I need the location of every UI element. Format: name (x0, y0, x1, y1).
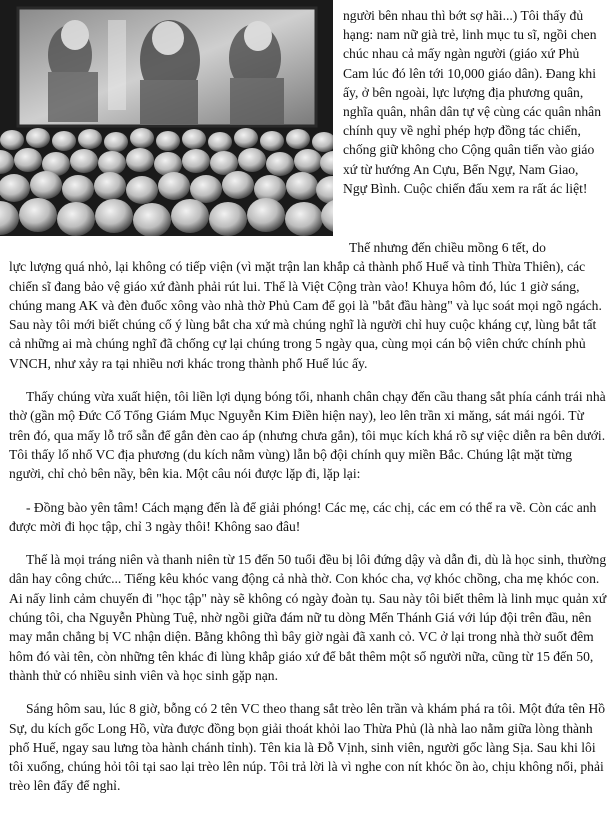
crowd-photo-illustration (0, 0, 333, 236)
paragraph-1-rest: lực lượng quá nhỏ, lại không có tiếp viện (vì mặt trận lan khắp cả thành phố Huế và tỉnh Thừa Thiên), các chiến sĩ đang bảo vệ giáo xứ đành phải rút lui. Thế là Việt Cộng tràn vào! Khuya hôm đó, lúc 1 giờ sáng, chúng mang AK và đèn đuốc xông vào nhà thờ Phủ Cam để gọi là "bắt đầu hàng" và lục soát mọi ngõ ngách. Sau này tôi mới biết chúng cố ý lùng bắt cha xứ mà chúng nghĩ là người chỉ huy cuộc kháng cự, lùng bắt tất cả những ai mà chúng nghĩ đã chống cự lại chúng trong 5 ngày qua, cùng mọi cán bộ viên chức chính phủ VNCH, như xảy ra tại nhiều nơi khác trong thành phố Huế lúc ấy. (9, 259, 602, 371)
paragraph-4: Thế là mọi tráng niên và thanh niên từ 15 đến 50 tuổi đều bị lôi đứng dậy và dẫn đi, dù là học sinh, thường dân hay công chức... Tiếng kêu khóc vang động cả nhà thờ. Con khóc cha, vợ khóc chồng, cha mẹ khóc con. Ai nấy linh cảm chuyến đi "học tập" này sẽ không có ngày đoàn tụ. Sau này tôi biết thêm là linh mục quản xứ chúng tôi, cha Nguyễn Phùng Tuệ, nhờ ngồi giữa đám nữ tu dòng Mến Thánh Giá với lúp đội trên đầu, nên may mắn chẳng bị VC nhận diện. Bằng không thì bây giờ ngài đã xanh cỏ. VC ở lại trong nhà thờ suốt đêm hôm đó vài tên, còn những tên khác đi lùng khắp giáo xứ để bắt thêm một số người nữa, cũng từ 15 đến 50, thành thử có nhiều sinh viên và học sinh gặp nạn. (9, 552, 607, 683)
paragraph-5: Sáng hôm sau, lúc 8 giờ, bỗng có 2 tên VC theo thang sắt trèo lên trần và khám phá ra tôi. Một đứa tên Hồ Sự, du kích gốc Long Hồ, vừa được đồng bọn giải thoát khỏi lao Thừa Phủ (là nhà lao nằm giữa lòng thành phố Huế, ngay sau lưng tòa hành chánh tỉnh). Tên kia là Đỗ Vịnh, sinh viên, người gốc làng Sịa. Sau khi lôi tôi xuống, chúng hỏi tôi tại sao lại trèo lên núp. Tôi trả lời là vì nghe con nít khóc ồn ào, chịu không nổi, phải trèo lên đấy để nghỉ. (9, 701, 606, 794)
paragraph-1 (9, 238, 607, 373)
paragraph-2: Thấy chúng vừa xuất hiện, tôi liền lợi dụng bóng tối, nhanh chân chạy đến cầu thang sắt phía cánh trái nhà thờ (gần mộ Đức Cố Tổng Giám Mục Nguyễn Kim Điền hiện nay), leo lên trần xi măng, sát mái ngói. Từ trên đó, qua mấy lỗ trổ sẵn để gắn đèn cao áp (nhưng chưa gắn), tôi mục kích khá rõ sự việc diễn ra bên dưới. Tôi thấy lố nhố VC địa phương (du kích nằm vùng) lẫn bộ đội chính quy miền Bắc. Chúng lật mặt từng người, chỉ chỏ bên nầy, bên kia. Một câu nói được lặp đi, lặp lại: (9, 389, 606, 482)
side-column-text: người bên nhau thì bớt sợ hãi...) Tôi thấy đủ hạng: nam nữ già trẻ, linh mục tu sĩ, ngồi chen chúc nhau cả mấy ngàn người (giáo xứ Phủ Cam lúc đó lên tới 10,000 giáo dân). Đang khi ấy, ở bên ngoài, lực lượng địa phương quân, nghĩa quân, nhân dân tự vệ cùng các quân nhân chính quy về nghỉ phép hợp đồng tác chiến, chống giữ không cho Cộng quân tiến vào giáo xứ từ hướng An Cựu, Bến Ngự, Nam Giao, Ngự Bình. Cuộc chiến đấu xem ra rất ác liệt! (343, 8, 602, 196)
paragraph-1-lead: Thế nhưng đến chiều mồng 6 tết, do (349, 240, 546, 255)
main-body (9, 238, 607, 796)
crowd-photo (0, 0, 333, 236)
paragraph-3: - Đồng bào yên tâm! Cách mạng đến là để giải phóng! Các mẹ, các chị, các em có thể ra về. Còn các anh được mời đi học tập, chỉ 3 ngày thôi! Không sao đâu! (9, 499, 597, 534)
